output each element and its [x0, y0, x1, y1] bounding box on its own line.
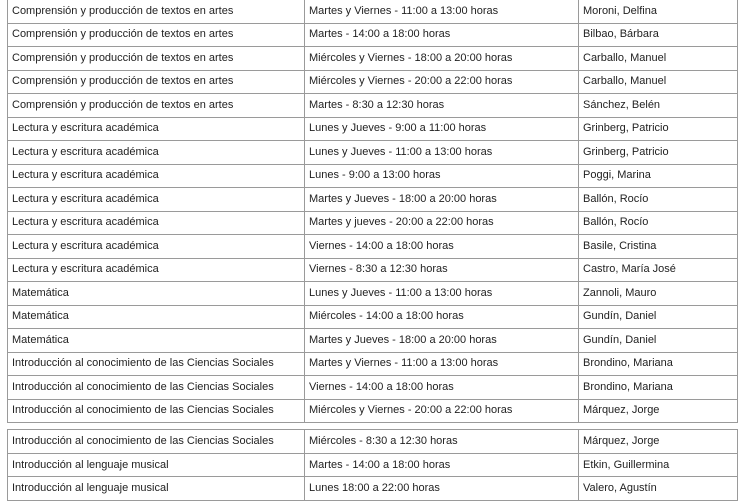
- schedule-cell: Martes y Jueves - 18:00 a 20:00 horas: [305, 188, 579, 212]
- subject-cell: Introducción al conocimiento de las Ciencias Sociales: [8, 399, 305, 423]
- teacher-cell: Zannoli, Mauro: [579, 282, 738, 306]
- schedule-cell: Lunes y Jueves - 11:00 a 13:00 horas: [305, 282, 579, 306]
- teacher-cell: Márquez, Jorge: [579, 430, 738, 454]
- teacher-cell: Bilbao, Bárbara: [579, 23, 738, 47]
- schedule-cell: Miércoles y Viernes - 20:00 a 22:00 horas: [305, 399, 579, 423]
- teacher-cell: Etkin, Guillermina: [579, 453, 738, 477]
- teacher-cell: Brondino, Mariana: [579, 352, 738, 376]
- schedule-cell: Viernes - 8:30 a 12:30 horas: [305, 258, 579, 282]
- schedule-cell: Martes y jueves - 20:00 a 22:00 horas: [305, 211, 579, 235]
- subject-cell: Comprensión y producción de textos en artes: [8, 47, 305, 71]
- table-row: [8, 329, 738, 353]
- subject-cell: Lectura y escritura académica: [8, 141, 305, 165]
- subject-cell: Introducción al lenguaje musical: [8, 477, 305, 501]
- teacher-cell: Gundín, Daniel: [579, 305, 738, 329]
- table-row: [8, 352, 738, 376]
- subject-cell: Comprensión y producción de textos en artes: [8, 94, 305, 118]
- teacher-cell: Grinberg, Patricio: [579, 117, 738, 141]
- teacher-cell: Valero, Agustín: [579, 477, 738, 501]
- subject-cell: Matemática: [8, 282, 305, 306]
- schedule-cell: Martes - 14:00 a 18:00 horas: [305, 23, 579, 47]
- teacher-cell: Moroni, Delfina: [579, 0, 738, 23]
- table-row: [8, 188, 738, 212]
- schedule-cell: Lunes - 9:00 a 13:00 horas: [305, 164, 579, 188]
- schedule-table-b: [7, 429, 738, 501]
- table-row: [8, 235, 738, 259]
- table-row: [8, 94, 738, 118]
- table-row: [8, 258, 738, 282]
- schedule-cell: Lunes 18:00 a 22:00 horas: [305, 477, 579, 501]
- schedule-cell: Miércoles - 14:00 a 18:00 horas: [305, 305, 579, 329]
- schedule-table-b-body: [8, 430, 738, 501]
- subject-cell: Introducción al conocimiento de las Ciencias Sociales: [8, 352, 305, 376]
- subject-cell: Introducción al conocimiento de las Ciencias Sociales: [8, 376, 305, 400]
- subject-cell: Comprensión y producción de textos en artes: [8, 23, 305, 47]
- table-row: [8, 430, 738, 454]
- subject-cell: Lectura y escritura académica: [8, 188, 305, 212]
- schedule-cell: Viernes - 14:00 a 18:00 horas: [305, 376, 579, 400]
- schedule-cell: Martes - 8:30 a 12:30 horas: [305, 94, 579, 118]
- subject-cell: Lectura y escritura académica: [8, 258, 305, 282]
- schedule-cell: Lunes y Jueves - 9:00 a 11:00 horas: [305, 117, 579, 141]
- subject-cell: Comprensión y producción de textos en artes: [8, 0, 305, 23]
- schedule-cell: Martes y Viernes - 11:00 a 13:00 horas: [305, 352, 579, 376]
- subject-cell: Lectura y escritura académica: [8, 117, 305, 141]
- subject-cell: Comprensión y producción de textos en artes: [8, 70, 305, 94]
- schedule-table-a: [7, 0, 738, 423]
- table-row: [8, 376, 738, 400]
- schedule-cell: Lunes y Jueves - 11:00 a 13:00 horas: [305, 141, 579, 165]
- teacher-cell: Márquez, Jorge: [579, 399, 738, 423]
- teacher-cell: Basile, Cristina: [579, 235, 738, 259]
- schedule-cell: Viernes - 14:00 a 18:00 horas: [305, 235, 579, 259]
- schedule-cell: Martes y Jueves - 18:00 a 20:00 horas: [305, 329, 579, 353]
- schedule-cell: Martes - 14:00 a 18:00 horas: [305, 453, 579, 477]
- teacher-cell: Brondino, Mariana: [579, 376, 738, 400]
- teacher-cell: Carballo, Manuel: [579, 47, 738, 71]
- schedule-table-a-body: [8, 0, 738, 423]
- subject-cell: Matemática: [8, 305, 305, 329]
- table-row: [8, 282, 738, 306]
- subject-cell: Introducción al conocimiento de las Ciencias Sociales: [8, 430, 305, 454]
- table-row: [8, 141, 738, 165]
- teacher-cell: Ballón, Rocío: [579, 188, 738, 212]
- subject-cell: Lectura y escritura académica: [8, 211, 305, 235]
- table-row: [8, 453, 738, 477]
- schedule-cell: Miércoles y Viernes - 20:00 a 22:00 horas: [305, 70, 579, 94]
- table-row: [8, 399, 738, 423]
- teacher-cell: Grinberg, Patricio: [579, 141, 738, 165]
- table-row: [8, 0, 738, 23]
- teacher-cell: Sánchez, Belén: [579, 94, 738, 118]
- table-row: [8, 70, 738, 94]
- subject-cell: Matemática: [8, 329, 305, 353]
- table-row: [8, 117, 738, 141]
- teacher-cell: Carballo, Manuel: [579, 70, 738, 94]
- teacher-cell: Gundín, Daniel: [579, 329, 738, 353]
- schedule-cell: Miércoles y Viernes - 18:00 a 20:00 horas: [305, 47, 579, 71]
- table-row: [8, 23, 738, 47]
- teacher-cell: Ballón, Rocío: [579, 211, 738, 235]
- teacher-cell: Castro, María José: [579, 258, 738, 282]
- table-row: [8, 211, 738, 235]
- table-row: [8, 477, 738, 501]
- subject-cell: Introducción al lenguaje musical: [8, 453, 305, 477]
- teacher-cell: Poggi, Marina: [579, 164, 738, 188]
- schedule-cell: Martes y Viernes - 11:00 a 13:00 horas: [305, 0, 579, 23]
- table-row: [8, 305, 738, 329]
- table-row: [8, 47, 738, 71]
- subject-cell: Lectura y escritura académica: [8, 235, 305, 259]
- schedule-cell: Miércoles - 8:30 a 12:30 horas: [305, 430, 579, 454]
- table-row: [8, 164, 738, 188]
- subject-cell: Lectura y escritura académica: [8, 164, 305, 188]
